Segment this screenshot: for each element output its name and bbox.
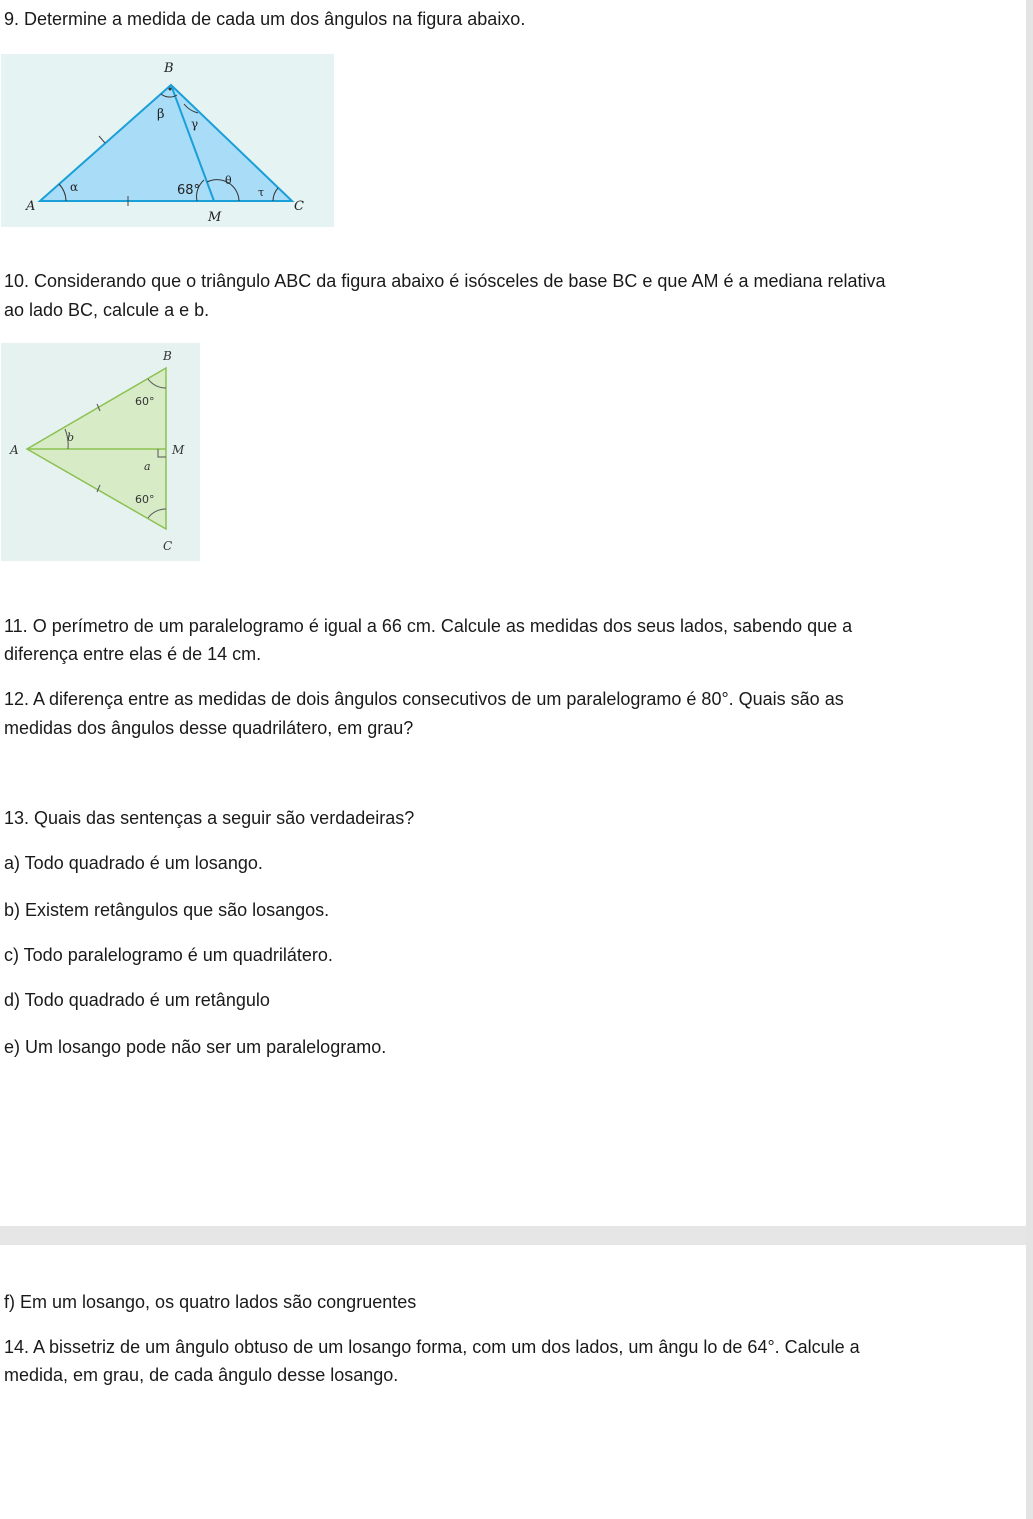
- q14-line2: medida, em grau, de cada ângulo desse losango.: [4, 1365, 399, 1385]
- q9-text: 9. Determine a medida de cada um dos ângulos na figura abaixo.: [4, 9, 526, 29]
- q13-option-a: a) Todo quadrado é um losango.: [4, 853, 263, 873]
- q10-label-b-vertex: B: [163, 349, 172, 363]
- q9-label-beta: β: [157, 107, 165, 122]
- q11-line2: diferença entre elas é de 14 cm.: [4, 644, 262, 664]
- page-edge: [1026, 0, 1033, 1519]
- q9-label-b: B: [164, 61, 174, 76]
- q13-question: 13. Quais das sentenças a seguir são verdadeiras?: [4, 808, 415, 828]
- q10-label-c-vertex: C: [163, 539, 173, 553]
- q10-label-b: b: [67, 431, 75, 444]
- q9-label-m: M: [208, 210, 222, 225]
- q13-option-b: b) Existem retângulos que são losangos.: [4, 900, 330, 920]
- q10-line1: 10. Considerando que o triângulo ABC da figura abaixo é isósceles de base BC e que AM é a mediana relativa: [4, 271, 886, 291]
- q10-label-m-vertex: M: [172, 443, 185, 457]
- q12-line2: medidas dos ângulos desse quadrilátero, em grau?: [4, 718, 414, 738]
- q9-label-alpha: α: [70, 180, 79, 194]
- q9-label-68: 68°: [177, 183, 201, 198]
- q9-label-c: C: [294, 199, 304, 214]
- q9-figure: [1, 54, 334, 232]
- q9-label-tau: τ: [258, 186, 265, 199]
- q10-label-a-vertex: A: [10, 443, 19, 457]
- q9-label-gamma: γ: [191, 117, 199, 131]
- q9-label-a: A: [26, 199, 36, 214]
- q12-line1: 12. A diferença entre as medidas de dois ângulos consecutivos de um paralelogramo é 80°. Quais são as: [4, 689, 844, 709]
- q9-label-theta: θ: [225, 174, 232, 187]
- q11-line1: 11. O perímetro de um paralelogramo é igual a 66 cm. Calcule as medidas dos seus lados, sabendo que a: [4, 616, 853, 636]
- q9-dot: [169, 88, 172, 91]
- q10-label-60-top: 60°: [135, 395, 155, 408]
- q10-label-60-bottom: 60°: [135, 493, 155, 506]
- q10-label-a: a: [144, 460, 151, 473]
- q13-option-c: c) Todo paralelogramo é um quadrilátero.: [4, 945, 333, 965]
- q13-option-f: f) Em um losango, os quatro lados são congruentes: [4, 1292, 417, 1312]
- page-gap: [0, 1226, 1033, 1245]
- q10-line2: ao lado BC, calcule a e b.: [4, 300, 210, 320]
- q13-option-d: d) Todo quadrado é um retângulo: [4, 990, 270, 1010]
- q13-option-e: e) Um losango pode não ser um paralelogramo.: [4, 1037, 387, 1057]
- q10-figure: [1, 343, 200, 566]
- q14-line1: 14. A bissetriz de um ângulo obtuso de um losango forma, com um dos lados, um ângu lo de 64°. Calcule a: [4, 1337, 860, 1357]
